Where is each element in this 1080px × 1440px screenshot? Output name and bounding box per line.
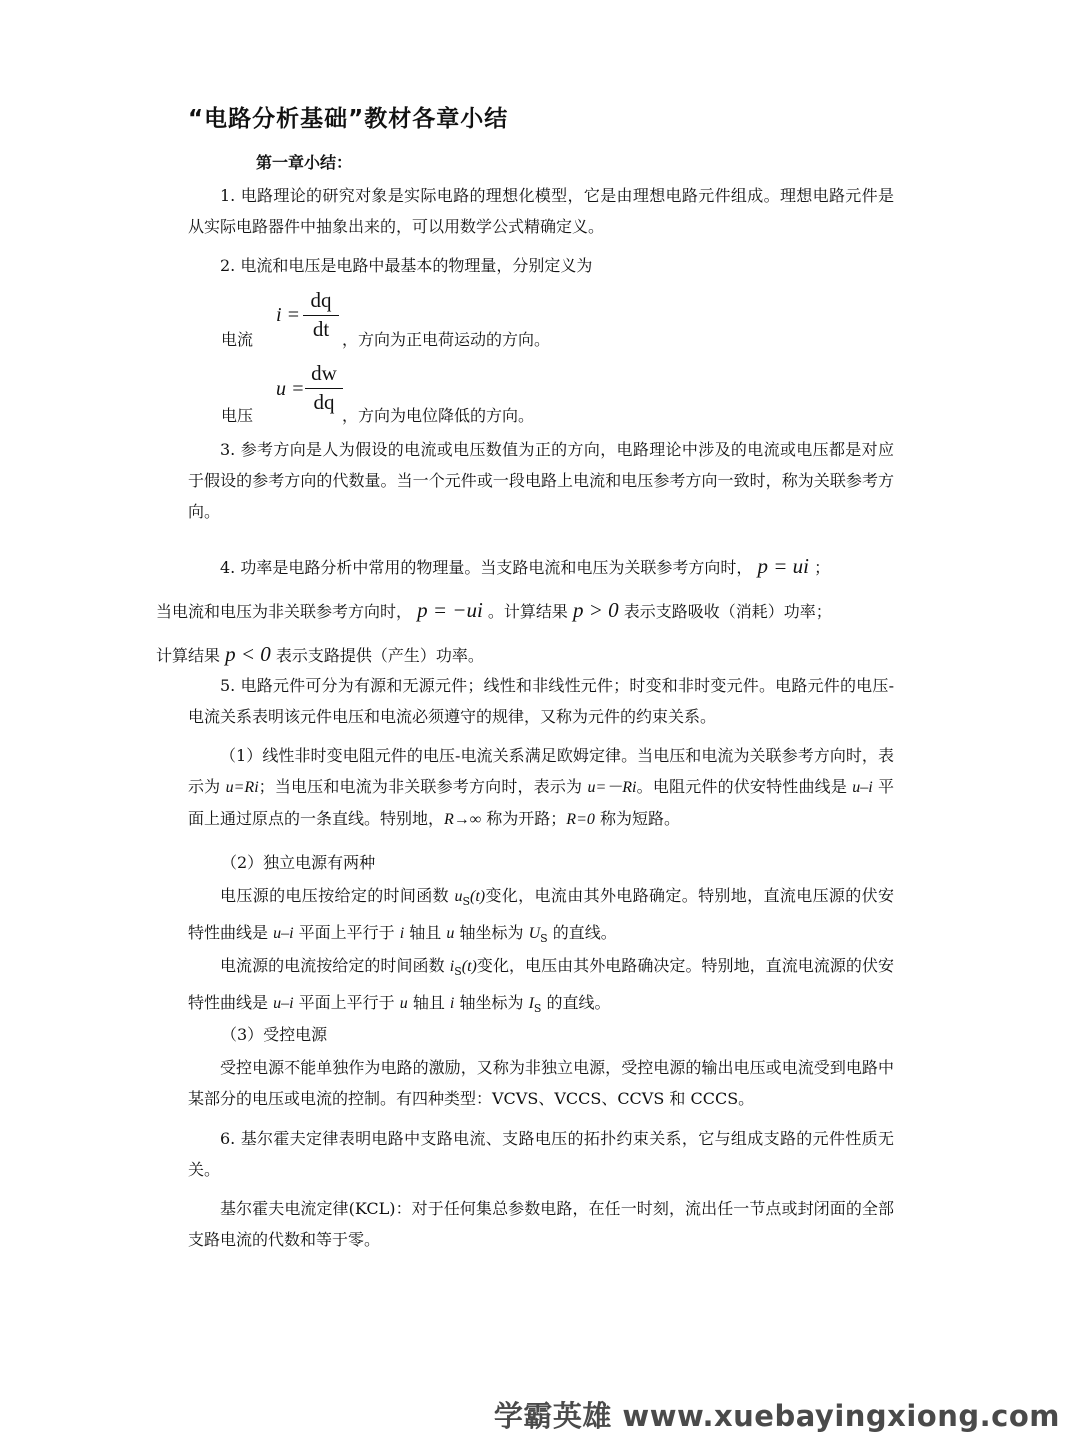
voltage-label: 电压 [221, 406, 254, 425]
current-eq-lhs: i = [276, 304, 301, 326]
paragraph-9: 电流源的电流按给定的时间函数 $i_S(t)$变化，电压由其外电路确决定。特别地，直流电流源的伏安特性曲线是 u–i 平面上平行于 u 轴且 i 轴坐标为 $I_S$ 的直线。 [188, 956, 894, 1016]
paragraph-10: （3）受控电源 [221, 1025, 328, 1044]
paragraph-1: 1. 电路理论的研究对象是实际电路的理想化模型，它是由理想电路元件组成。理想电路元件是从实际电路器件中抽象出来的，可以用数学公式精确定义。 [188, 186, 894, 236]
document-title: “电路分析基础”教材各章小结 [188, 106, 509, 132]
formula-p-neg-ui: p = −ui [417, 598, 483, 622]
paragraph-13: 基尔霍夫电流定律(KCL)：对于任何集总参数电路，在任一时刻，流出任一节点或封闭面的全部支路电流的代数和等于零。 [188, 1199, 894, 1249]
chapter-heading: 第一章小结： [256, 153, 353, 172]
paragraph-11: 受控电源不能单独作为电路的激励，又称为非独立电源，受控电源的输出电压或电流受到电路中某部分的电压或电流的控制。有四种类型：VCVS、VCCS、CCVS 和 CCCS。 [188, 1058, 894, 1108]
paragraph-7: （2）独立电源有两种 [221, 853, 376, 872]
voltage-numerator: dw [305, 361, 343, 389]
current-numerator: dq [303, 288, 339, 316]
voltage-fraction [305, 361, 343, 415]
formula-p-negative: p < 0 [225, 642, 271, 666]
paragraph-8: 电压源的电压按给定的时间函数 $u_S(t)$变化，电流由其外电路确定。特别地，直流电压源的伏安特性曲线是 u–i 平面上平行于 i 轴且 u 轴坐标为 $U_S$ 的直线。 [188, 886, 894, 946]
formula-p-positive: p > 0 [573, 598, 619, 622]
paragraph-3: 3. 参考方向是人为假设的电流或电压数值为正的方向，电路理论中涉及的电流或电压都是对应于假设的参考方向的代数量。当一个元件或一段电路上电流和电压参考方向一致时，称为关联参考方向。 [188, 440, 894, 521]
paragraph-2: 2. 电流和电压是电路中最基本的物理量，分别定义为 [220, 256, 593, 275]
paragraph-4: 4. 功率是电路分析中常用的物理量。当支路电流和电压为关联参考方向时， p = ui ； 当电流和电压为非关联参考方向时， p = −ui 。计算结果 p > 0 表示支路吸收（消耗）功率； 计算结果 p < 0 表示支路提供（产生）功率。 [156, 554, 832, 666]
watermark: 学霸英雄 www.xuebayingxiong.com [493, 1399, 1060, 1433]
voltage-description: ，方向为电位降低的方向。 [342, 406, 535, 425]
formula-p-ui: p = ui [757, 554, 809, 578]
current-fraction [303, 288, 339, 342]
voltage-eq-lhs: u = [276, 378, 305, 400]
current-label: 电流 [221, 330, 254, 349]
paragraph-5: 5. 电路元件可分为有源和无源元件；线性和非线性元件；时变和非时变元件。电路元件的电压-电流关系表明该元件电压和电流必须遵守的规律，又称为元件的约束关系。 [188, 676, 894, 726]
voltage-denominator: dq [313, 390, 335, 414]
paragraph-12: 6. 基尔霍夫定律表明电路中支路电流、支路电压的拓扑约束关系，它与组成支路的元件性质无关。 [188, 1129, 894, 1179]
current-denominator: dt [312, 317, 330, 341]
current-description: ，方向为正电荷运动的方向。 [342, 330, 551, 349]
paragraph-6: （1）线性非时变电阻元件的电压-电流关系满足欧姆定律。当电压和电流为关联参考方向时，表示为 u=Ri；当电压和电流为非关联参考方向时，表示为 u=－Ri。电阻元件的伏安特性曲线是 u–i 平面上通过原点的一条直线。特别地，R→∞ 称为开路；R=0 称为短路。 [188, 746, 894, 828]
